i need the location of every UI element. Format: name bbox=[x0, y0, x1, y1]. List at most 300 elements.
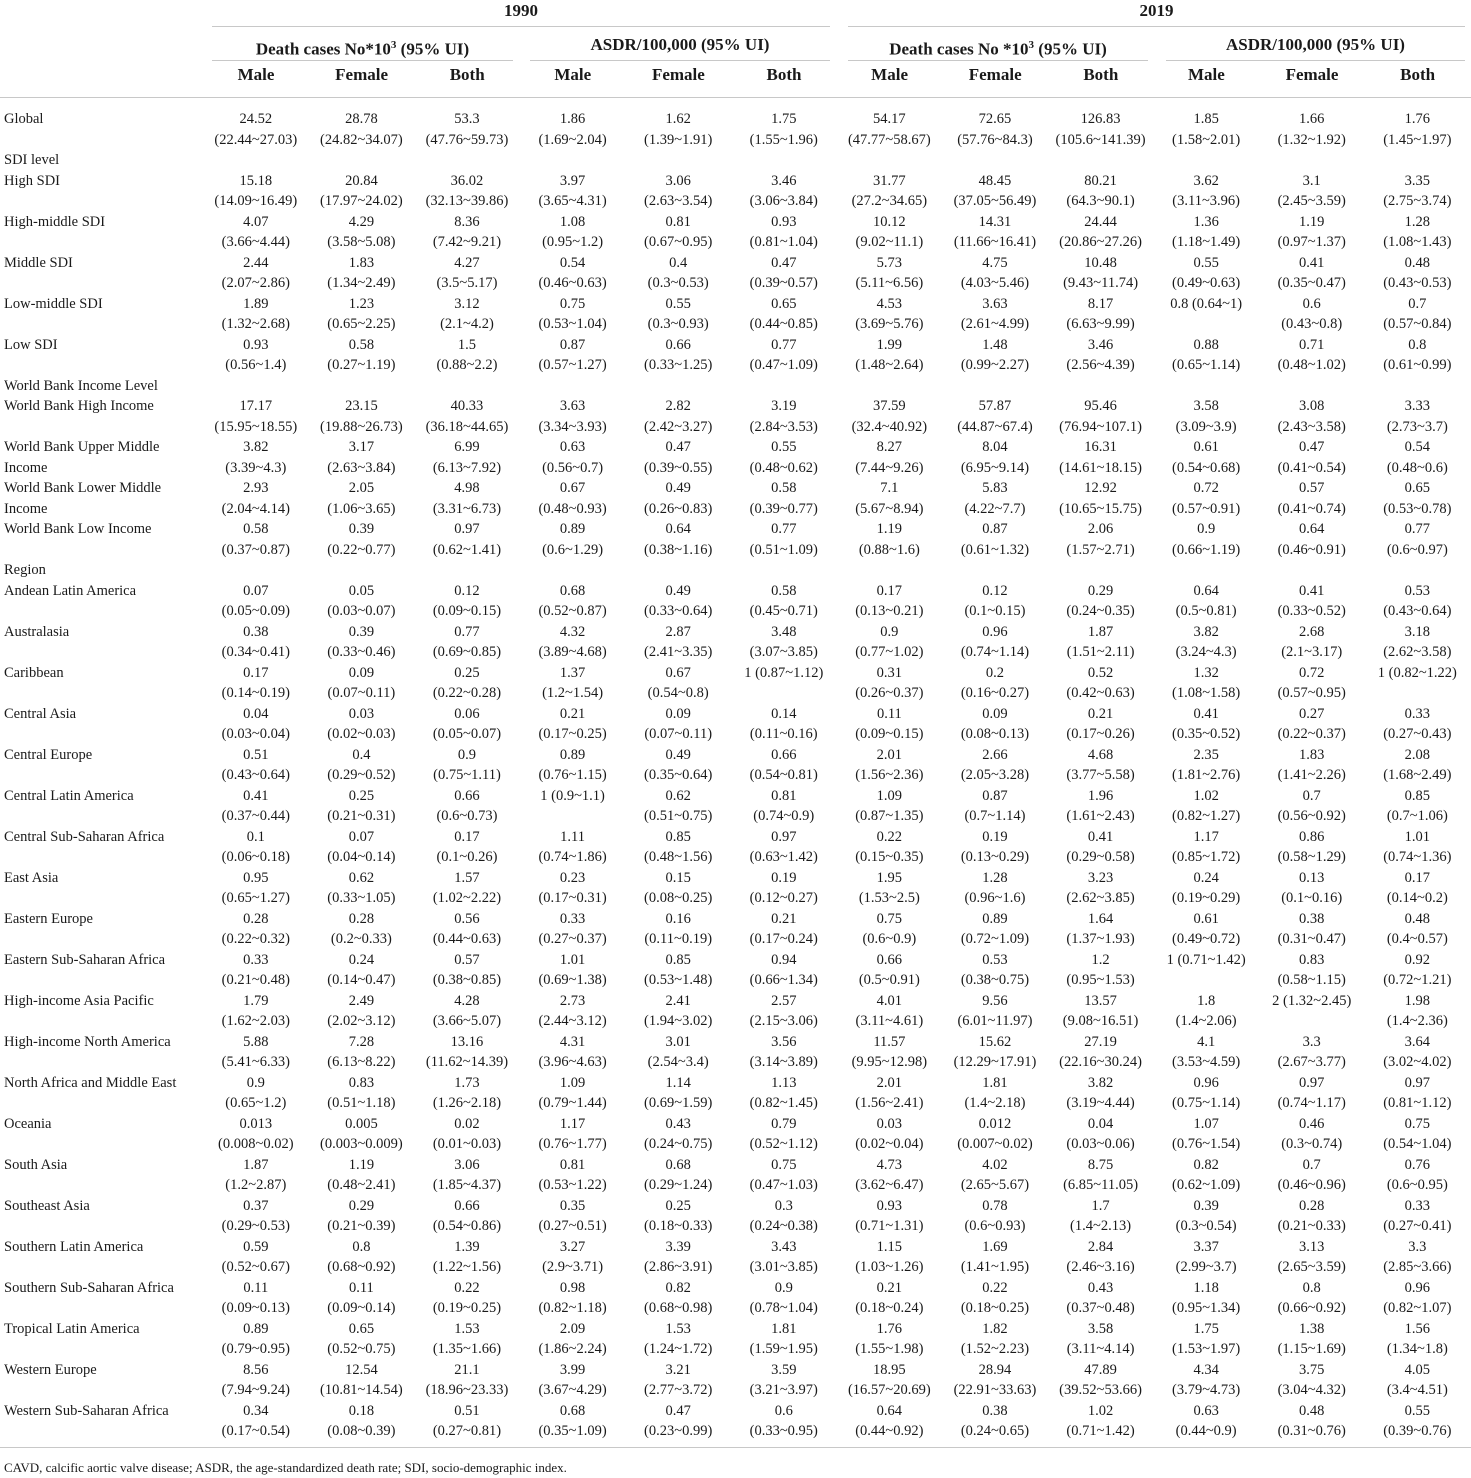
cell-value: 20.84 bbox=[345, 172, 378, 189]
table-cell bbox=[203, 868, 309, 909]
cell-value: 1.5 bbox=[457, 336, 477, 353]
cell-value: 13.57 bbox=[1084, 992, 1117, 1009]
table-row bbox=[0, 622, 1471, 663]
cell-uncertainty-interval: (7.44~9.26) bbox=[855, 459, 924, 476]
cell-uncertainty-interval: (3.53~4.59) bbox=[1172, 1054, 1241, 1070]
cell-uncertainty-interval: (0.66~1.34) bbox=[749, 972, 818, 988]
cell-value: 0.7 bbox=[1302, 1156, 1321, 1173]
cell-uncertainty-interval: (0.51~1.09) bbox=[749, 541, 818, 558]
cell-value: 0.33 bbox=[1404, 705, 1431, 722]
cell-value: 28.94 bbox=[978, 1361, 1012, 1378]
cell-value: 0.72 bbox=[1299, 664, 1325, 681]
table-cell bbox=[520, 991, 626, 1032]
cell-uncertainty-interval: (0.43~0.53) bbox=[1383, 275, 1452, 291]
table-cell bbox=[731, 1032, 837, 1073]
cell-uncertainty-interval: (10.65~15.75) bbox=[1059, 500, 1142, 517]
cell-value: 3.56 bbox=[771, 1033, 797, 1050]
cell-uncertainty-interval: (3.65~4.31) bbox=[538, 193, 607, 209]
cell-uncertainty-interval: (0.39~0.57) bbox=[749, 275, 818, 291]
cell-value: 1.76 bbox=[876, 1320, 903, 1337]
cell-value: 1.36 bbox=[1193, 213, 1219, 230]
cell-value: 0.28 bbox=[243, 910, 269, 927]
table-cell bbox=[1259, 1278, 1365, 1319]
cell-value: 0.76 bbox=[1404, 1156, 1431, 1173]
table-cell bbox=[1365, 581, 1471, 622]
table-cell bbox=[1048, 294, 1154, 335]
table-cell bbox=[1259, 478, 1365, 519]
table-cell bbox=[203, 745, 309, 786]
cell-uncertainty-interval: (1.57~2.71) bbox=[1066, 541, 1135, 558]
cell-uncertainty-interval: (2.46~3.16) bbox=[1066, 1259, 1135, 1275]
cell-value: 0.89 bbox=[559, 521, 586, 537]
divider bbox=[0, 1447, 1471, 1448]
cell-uncertainty-interval: (1.41~2.26) bbox=[1277, 767, 1346, 783]
row-label: High-income North America bbox=[4, 1033, 171, 1050]
cell-uncertainty-interval: (0.27~0.41) bbox=[1383, 1218, 1452, 1234]
cell-uncertainty-interval: (0.5~0.91) bbox=[858, 972, 920, 988]
cell-uncertainty-interval: (0.17~0.24) bbox=[749, 931, 818, 947]
table-cell bbox=[1365, 827, 1471, 868]
cell-value: 0.39 bbox=[348, 623, 375, 640]
table-cell bbox=[942, 294, 1048, 335]
row-label: Central Sub-Saharan Africa bbox=[4, 828, 165, 845]
cell-uncertainty-interval: (0.95~1.34) bbox=[1172, 1300, 1241, 1316]
table-cell bbox=[1259, 335, 1365, 376]
death-cases-2019-header: Death cases No $*10^3$ (95% UI) bbox=[889, 39, 1107, 59]
cell-uncertainty-interval: (3.66~4.44) bbox=[221, 234, 290, 250]
table-cell bbox=[942, 1155, 1048, 1196]
cell-value: 0.75 bbox=[559, 295, 586, 312]
table-row bbox=[0, 1237, 1471, 1278]
cell-value: 11.57 bbox=[873, 1033, 906, 1050]
table-cell bbox=[1365, 786, 1471, 827]
table-cell bbox=[942, 868, 1048, 909]
death-cases-1990-header: Death cases $No*10^3$ (95% UI) bbox=[255, 39, 470, 59]
table-cell bbox=[837, 1360, 943, 1401]
cell-value: 0.53 bbox=[982, 951, 1008, 968]
table-cell bbox=[731, 1073, 837, 1114]
cell-value: 0.97 bbox=[454, 521, 480, 537]
table-cell bbox=[1259, 294, 1365, 335]
cell-uncertainty-interval: (17.97~24.02) bbox=[320, 193, 403, 209]
cell-uncertainty-interval: (0.48~0.62) bbox=[749, 459, 818, 476]
table-cell bbox=[625, 1155, 731, 1196]
cell-value: 3.37 bbox=[1193, 1238, 1219, 1255]
cell-value: 4.73 bbox=[876, 1156, 903, 1173]
cell-value: 0.93 bbox=[876, 1197, 903, 1214]
table-cell bbox=[1365, 1032, 1471, 1073]
row-label: World Bank Low Income bbox=[4, 521, 152, 537]
table-cell bbox=[625, 1360, 731, 1401]
cell-uncertainty-interval: (2.44~3.12) bbox=[538, 1013, 607, 1029]
table-cell bbox=[520, 253, 626, 294]
cell-value: 0.63 bbox=[1193, 1402, 1219, 1419]
table-cell bbox=[309, 786, 415, 827]
table-cell bbox=[1259, 1073, 1365, 1114]
cell-uncertainty-interval: (0.56~0.92) bbox=[1277, 808, 1346, 824]
cell-uncertainty-interval: (0.48~1.02) bbox=[1277, 357, 1346, 373]
table-cell bbox=[625, 1401, 731, 1442]
table-cell bbox=[520, 1114, 626, 1155]
cell-uncertainty-interval: (2.77~3.72) bbox=[644, 1382, 713, 1398]
cell-value: 72.65 bbox=[978, 111, 1012, 127]
cell-uncertainty-interval: (0.08~0.39) bbox=[327, 1423, 396, 1439]
table-cell bbox=[520, 1196, 626, 1237]
table-cell bbox=[942, 519, 1048, 560]
cell-value: 3.08 bbox=[1299, 398, 1325, 414]
cell-uncertainty-interval: (1.55~1.98) bbox=[855, 1341, 924, 1357]
table-cell bbox=[837, 663, 943, 704]
cell-value: 24.52 bbox=[239, 111, 273, 127]
cell-value: 0.9 bbox=[246, 1074, 265, 1091]
table-cell bbox=[520, 1319, 626, 1360]
cell-uncertainty-interval: (1.08~1.43) bbox=[1383, 234, 1452, 250]
table-cell bbox=[309, 868, 415, 909]
table-cell bbox=[731, 1155, 837, 1196]
cell-uncertainty-interval: (0.65~2.25) bbox=[327, 316, 396, 332]
cell-uncertainty-interval: (0.48~0.6) bbox=[1386, 459, 1448, 476]
divider bbox=[848, 26, 1465, 27]
table-cell bbox=[731, 950, 837, 991]
cell-uncertainty-interval: (1.02~2.22) bbox=[432, 890, 502, 906]
cell-value: 1.11 bbox=[560, 828, 585, 845]
cell-value: 1.75 bbox=[1193, 1320, 1219, 1337]
cell-value: 3.18 bbox=[1404, 623, 1431, 640]
cell-value: 3.82 bbox=[1193, 623, 1219, 640]
cell-value: 2.82 bbox=[665, 398, 691, 414]
cell-uncertainty-interval: (0.54~0.68) bbox=[1172, 459, 1241, 476]
cell-value: 10.12 bbox=[873, 213, 906, 230]
cell-value: 3.75 bbox=[1299, 1361, 1325, 1378]
table-cell bbox=[1153, 478, 1259, 519]
table-cell bbox=[309, 1401, 415, 1442]
table-cell bbox=[309, 335, 415, 376]
cell-value: 47.89 bbox=[1084, 1361, 1117, 1378]
column-header-female: Female bbox=[335, 65, 389, 84]
cell-value: 2.93 bbox=[243, 480, 269, 496]
cell-uncertainty-interval: (0.53~0.78) bbox=[1383, 500, 1452, 517]
table-cell bbox=[203, 1032, 309, 1073]
cell-value: 0.05 bbox=[348, 582, 375, 599]
cell-uncertainty-interval: (0.35~0.52) bbox=[1172, 726, 1241, 742]
cell-uncertainty-interval: (0.21~0.33) bbox=[1277, 1218, 1346, 1234]
cell-uncertainty-interval: (105.6~141.39) bbox=[1055, 131, 1146, 148]
table-cell bbox=[1048, 478, 1154, 519]
cell-value: 1.09 bbox=[559, 1074, 586, 1091]
table-cell bbox=[414, 294, 520, 335]
cell-value: 2.06 bbox=[1087, 521, 1114, 537]
cell-uncertainty-interval: (0.7~1.14) bbox=[964, 808, 1026, 824]
table-cell bbox=[1048, 1114, 1154, 1155]
cell-value: 0.07 bbox=[348, 828, 375, 845]
table-cell bbox=[520, 868, 626, 909]
table-cell bbox=[520, 1032, 626, 1073]
table-cell bbox=[309, 294, 415, 335]
cell-uncertainty-interval: (6.13~7.92) bbox=[432, 459, 502, 476]
table-row bbox=[0, 396, 1471, 437]
table-cell bbox=[1365, 1360, 1471, 1401]
divider bbox=[212, 26, 830, 27]
table-cell bbox=[309, 171, 415, 212]
cell-uncertainty-interval: (0.82~1.18) bbox=[538, 1300, 607, 1316]
table-cell bbox=[625, 1073, 731, 1114]
cell-uncertainty-interval: (0.69~1.38) bbox=[538, 972, 607, 988]
cell-uncertainty-interval: (3.02~4.02) bbox=[1383, 1054, 1452, 1070]
table-cell bbox=[731, 1237, 837, 1278]
cell-uncertainty-interval: (0.29~0.53) bbox=[221, 1218, 290, 1234]
table-cell bbox=[1048, 663, 1154, 704]
table-cell bbox=[942, 1278, 1048, 1319]
cell-uncertainty-interval: (24.82~34.07) bbox=[320, 131, 403, 148]
cell-uncertainty-interval: (3.01~3.85) bbox=[749, 1259, 818, 1275]
cell-uncertainty-interval: (3.19~4.44) bbox=[1066, 1095, 1135, 1111]
table-cell bbox=[1365, 437, 1471, 478]
cell-uncertainty-interval: (3.11~4.61) bbox=[855, 1013, 924, 1029]
cell-uncertainty-interval: (0.46~0.63) bbox=[538, 275, 607, 291]
cell-uncertainty-interval: (0.15~0.35) bbox=[855, 849, 924, 865]
cell-value: 4.53 bbox=[876, 295, 903, 312]
cell-value: 23.15 bbox=[345, 398, 378, 414]
cell-value: 0.81 bbox=[771, 787, 797, 804]
cell-value: 1.81 bbox=[982, 1074, 1008, 1091]
table-cell bbox=[203, 1360, 309, 1401]
table-cell bbox=[309, 827, 415, 868]
cell-value: 0.47 bbox=[665, 439, 691, 455]
cell-uncertainty-interval: (0.12~0.27) bbox=[749, 890, 818, 906]
cell-value: 0.98 bbox=[559, 1279, 586, 1296]
table-cell bbox=[1365, 478, 1471, 519]
cell-value: 4.29 bbox=[348, 213, 375, 230]
table-cell bbox=[309, 1360, 415, 1401]
table-cell bbox=[1048, 991, 1154, 1032]
cell-uncertainty-interval: (0.47~1.09) bbox=[749, 357, 818, 373]
cell-value: 13.16 bbox=[450, 1033, 484, 1050]
table-cell bbox=[203, 294, 309, 335]
table-cell bbox=[942, 704, 1048, 745]
table-cell bbox=[520, 745, 626, 786]
cell-uncertainty-interval: (0.44~0.85) bbox=[749, 316, 818, 332]
cell-uncertainty-interval: (0.48~2.41) bbox=[327, 1177, 396, 1193]
table-cell bbox=[203, 1196, 309, 1237]
cell-uncertainty-interval: (14.09~16.49) bbox=[214, 193, 298, 209]
cell-value: 2.08 bbox=[1404, 746, 1431, 763]
cell-uncertainty-interval: (1.62~2.03) bbox=[221, 1013, 290, 1029]
table-cell bbox=[837, 1155, 943, 1196]
cell-uncertainty-interval: (0.16~0.27) bbox=[960, 685, 1030, 701]
cell-uncertainty-interval: (0.14~0.19) bbox=[221, 685, 290, 701]
table-cell bbox=[414, 1032, 520, 1073]
table-cell bbox=[942, 1196, 1048, 1237]
table-cell bbox=[625, 868, 731, 909]
table-cell bbox=[414, 1319, 520, 1360]
cell-uncertainty-interval: (0.39~0.55) bbox=[644, 459, 713, 476]
cell-uncertainty-interval: (36.18~44.65) bbox=[425, 418, 509, 435]
table-cell bbox=[625, 109, 731, 150]
table-cell bbox=[942, 335, 1048, 376]
cell-uncertainty-interval: (0.56~1.4) bbox=[225, 357, 287, 373]
table-cell bbox=[731, 1319, 837, 1360]
cell-uncertainty-interval: (0.03~0.07) bbox=[327, 603, 396, 619]
table-cell bbox=[309, 478, 415, 519]
cell-uncertainty-interval: (6.13~8.22) bbox=[327, 1054, 396, 1070]
cell-uncertainty-interval: (0.1~0.15) bbox=[964, 603, 1026, 619]
table-cell bbox=[414, 437, 520, 478]
cell-value: 95.46 bbox=[1084, 398, 1117, 414]
cell-value: 53.3 bbox=[454, 111, 480, 127]
cell-value: 0.9 bbox=[1197, 521, 1216, 537]
cell-uncertainty-interval: (0.11~0.16) bbox=[749, 726, 818, 742]
table-cell bbox=[203, 396, 309, 437]
table-cell bbox=[1048, 581, 1154, 622]
cell-value: 0.17 bbox=[876, 582, 903, 599]
column-header-male: Male bbox=[871, 65, 908, 84]
table-row bbox=[0, 1155, 1471, 1196]
table-cell bbox=[731, 1401, 837, 1442]
table-cell bbox=[520, 909, 626, 950]
cell-value: 0.39 bbox=[1193, 1197, 1219, 1214]
cell-value: 0.62 bbox=[348, 869, 375, 886]
cell-value: 1.19 bbox=[1299, 213, 1325, 230]
table-cell bbox=[942, 581, 1048, 622]
table-cell bbox=[942, 478, 1048, 519]
table-cell bbox=[1048, 253, 1154, 294]
cell-value: 1 (0.82~1.22) bbox=[1377, 664, 1457, 681]
table-cell bbox=[837, 335, 943, 376]
cell-value: 1.76 bbox=[1404, 111, 1431, 127]
cell-uncertainty-interval: (0.54~0.81) bbox=[749, 767, 818, 783]
cell-uncertainty-interval: (0.81~1.04) bbox=[749, 234, 818, 250]
cell-uncertainty-interval: (14.61~18.15) bbox=[1059, 459, 1142, 476]
cell-value: 0.19 bbox=[982, 828, 1008, 845]
table-cell bbox=[942, 253, 1048, 294]
cell-uncertainty-interval: (1.34~1.8) bbox=[1386, 1341, 1448, 1357]
table-cell bbox=[837, 109, 943, 150]
cell-uncertainty-interval: (0.56~0.7) bbox=[542, 459, 604, 476]
table-cell bbox=[1365, 868, 1471, 909]
cell-uncertainty-interval: (2.04~4.14) bbox=[221, 500, 290, 517]
table-cell bbox=[837, 950, 943, 991]
table-cell bbox=[414, 950, 520, 991]
table-cell bbox=[520, 437, 626, 478]
table-cell bbox=[203, 212, 309, 253]
cell-value: 8.56 bbox=[243, 1361, 269, 1378]
table-cell bbox=[1153, 1032, 1259, 1073]
cell-value: 2.44 bbox=[243, 254, 269, 271]
cell-uncertainty-interval: (0.33~0.95) bbox=[749, 1423, 818, 1439]
cell-uncertainty-interval: (2.1~4.2) bbox=[440, 316, 494, 332]
cell-value: 0.63 bbox=[559, 439, 586, 455]
cell-uncertainty-interval: (0.22~0.77) bbox=[327, 541, 396, 558]
table-cell bbox=[942, 622, 1048, 663]
table-cell bbox=[837, 745, 943, 786]
table-cell bbox=[1259, 1237, 1365, 1278]
cell-value: 0.04 bbox=[243, 705, 269, 722]
cell-value: 3.21 bbox=[665, 1361, 691, 1378]
cell-uncertainty-interval: (15.95~18.55) bbox=[214, 418, 298, 435]
cell-uncertainty-interval: (0.6~0.73) bbox=[436, 808, 498, 824]
table-cell bbox=[1259, 396, 1365, 437]
table-cell bbox=[837, 1114, 943, 1155]
cell-value: 0.49 bbox=[665, 582, 691, 599]
table-cell bbox=[203, 109, 309, 150]
cell-value: 0.29 bbox=[1087, 582, 1114, 599]
table-cell bbox=[309, 109, 415, 150]
cell-uncertainty-interval: (0.54~1.04) bbox=[1383, 1136, 1452, 1152]
table-cell bbox=[520, 950, 626, 991]
cell-uncertainty-interval: (3.06~3.84) bbox=[749, 193, 818, 209]
cell-uncertainty-interval: (0.17~0.31) bbox=[538, 890, 607, 906]
cell-uncertainty-interval: (9.43~11.74) bbox=[1063, 275, 1139, 291]
cell-uncertainty-interval: (1.86~2.24) bbox=[538, 1341, 607, 1357]
cell-value: 0.64 bbox=[1193, 582, 1219, 599]
cell-value: 1.7 bbox=[1091, 1197, 1110, 1214]
cell-uncertainty-interval: (2.43~3.58) bbox=[1277, 418, 1346, 435]
cell-uncertainty-interval: (0.4~0.57) bbox=[1386, 931, 1448, 947]
cell-uncertainty-interval: (10.81~14.54) bbox=[320, 1382, 403, 1398]
row-label: Caribbean bbox=[4, 664, 64, 681]
cell-value: 0.61 bbox=[1193, 439, 1219, 455]
cell-uncertainty-interval: (0.63~1.42) bbox=[749, 849, 818, 865]
cell-uncertainty-interval: (0.79~1.44) bbox=[538, 1095, 607, 1111]
cell-uncertainty-interval: (0.52~0.87) bbox=[538, 603, 607, 619]
column-header-both: Both bbox=[1083, 65, 1119, 84]
cell-value: 0.57 bbox=[1299, 480, 1325, 496]
cell-uncertainty-interval: (2.62~3.85) bbox=[1066, 890, 1135, 906]
table-cell bbox=[1153, 437, 1259, 478]
cell-uncertainty-interval: (1.56~2.36) bbox=[855, 767, 924, 783]
table-cell bbox=[625, 909, 731, 950]
cell-value: 0.88 bbox=[1193, 336, 1219, 353]
table-cell bbox=[837, 1401, 943, 1442]
cell-uncertainty-interval: (0.41~0.54) bbox=[1277, 459, 1346, 476]
cell-uncertainty-interval: (0.88~1.6) bbox=[858, 541, 920, 558]
table-cell bbox=[309, 1237, 415, 1278]
table-cell bbox=[520, 478, 626, 519]
table-cell bbox=[625, 171, 731, 212]
cell-value: 0.013 bbox=[239, 1115, 273, 1132]
cell-value: 3.62 bbox=[1193, 172, 1219, 189]
cell-uncertainty-interval: (0.88~2.2) bbox=[436, 357, 498, 373]
table-cell bbox=[837, 519, 943, 560]
table-cell bbox=[1153, 1360, 1259, 1401]
table-cell bbox=[1259, 212, 1365, 253]
cell-uncertainty-interval: (3.34~3.93) bbox=[538, 418, 607, 435]
cell-uncertainty-interval: (0.48~0.93) bbox=[538, 500, 607, 517]
table-cell bbox=[203, 1073, 309, 1114]
cell-value: 0.87 bbox=[982, 787, 1008, 804]
cell-value: 2.35 bbox=[1193, 746, 1219, 763]
cell-value: 57.87 bbox=[978, 398, 1012, 414]
table-cell bbox=[520, 1155, 626, 1196]
cell-uncertainty-interval: (19.88~26.73) bbox=[320, 418, 403, 435]
cell-value: 0.89 bbox=[243, 1320, 269, 1337]
cell-uncertainty-interval: (0.24~0.38) bbox=[749, 1218, 818, 1234]
cell-value: 0.77 bbox=[771, 521, 797, 537]
cell-uncertainty-interval: (0.14~0.2) bbox=[1386, 890, 1448, 906]
cell-uncertainty-interval: (0.29~0.58) bbox=[1066, 849, 1135, 865]
table-cell bbox=[731, 827, 837, 868]
cell-uncertainty-interval: (0.3~0.93) bbox=[647, 316, 709, 332]
cell-uncertainty-interval: (0.72~1.21) bbox=[1383, 972, 1452, 988]
cell-uncertainty-interval: (9.02~11.1) bbox=[855, 234, 924, 250]
column-header-both: Both bbox=[766, 65, 802, 84]
cell-value: 1.08 bbox=[559, 213, 586, 230]
table-cell bbox=[203, 519, 309, 560]
cell-uncertainty-interval: (1.45~1.97) bbox=[1383, 131, 1452, 148]
table-row bbox=[0, 704, 1471, 745]
table-cell bbox=[203, 253, 309, 294]
cell-value: 0.82 bbox=[1193, 1156, 1219, 1173]
